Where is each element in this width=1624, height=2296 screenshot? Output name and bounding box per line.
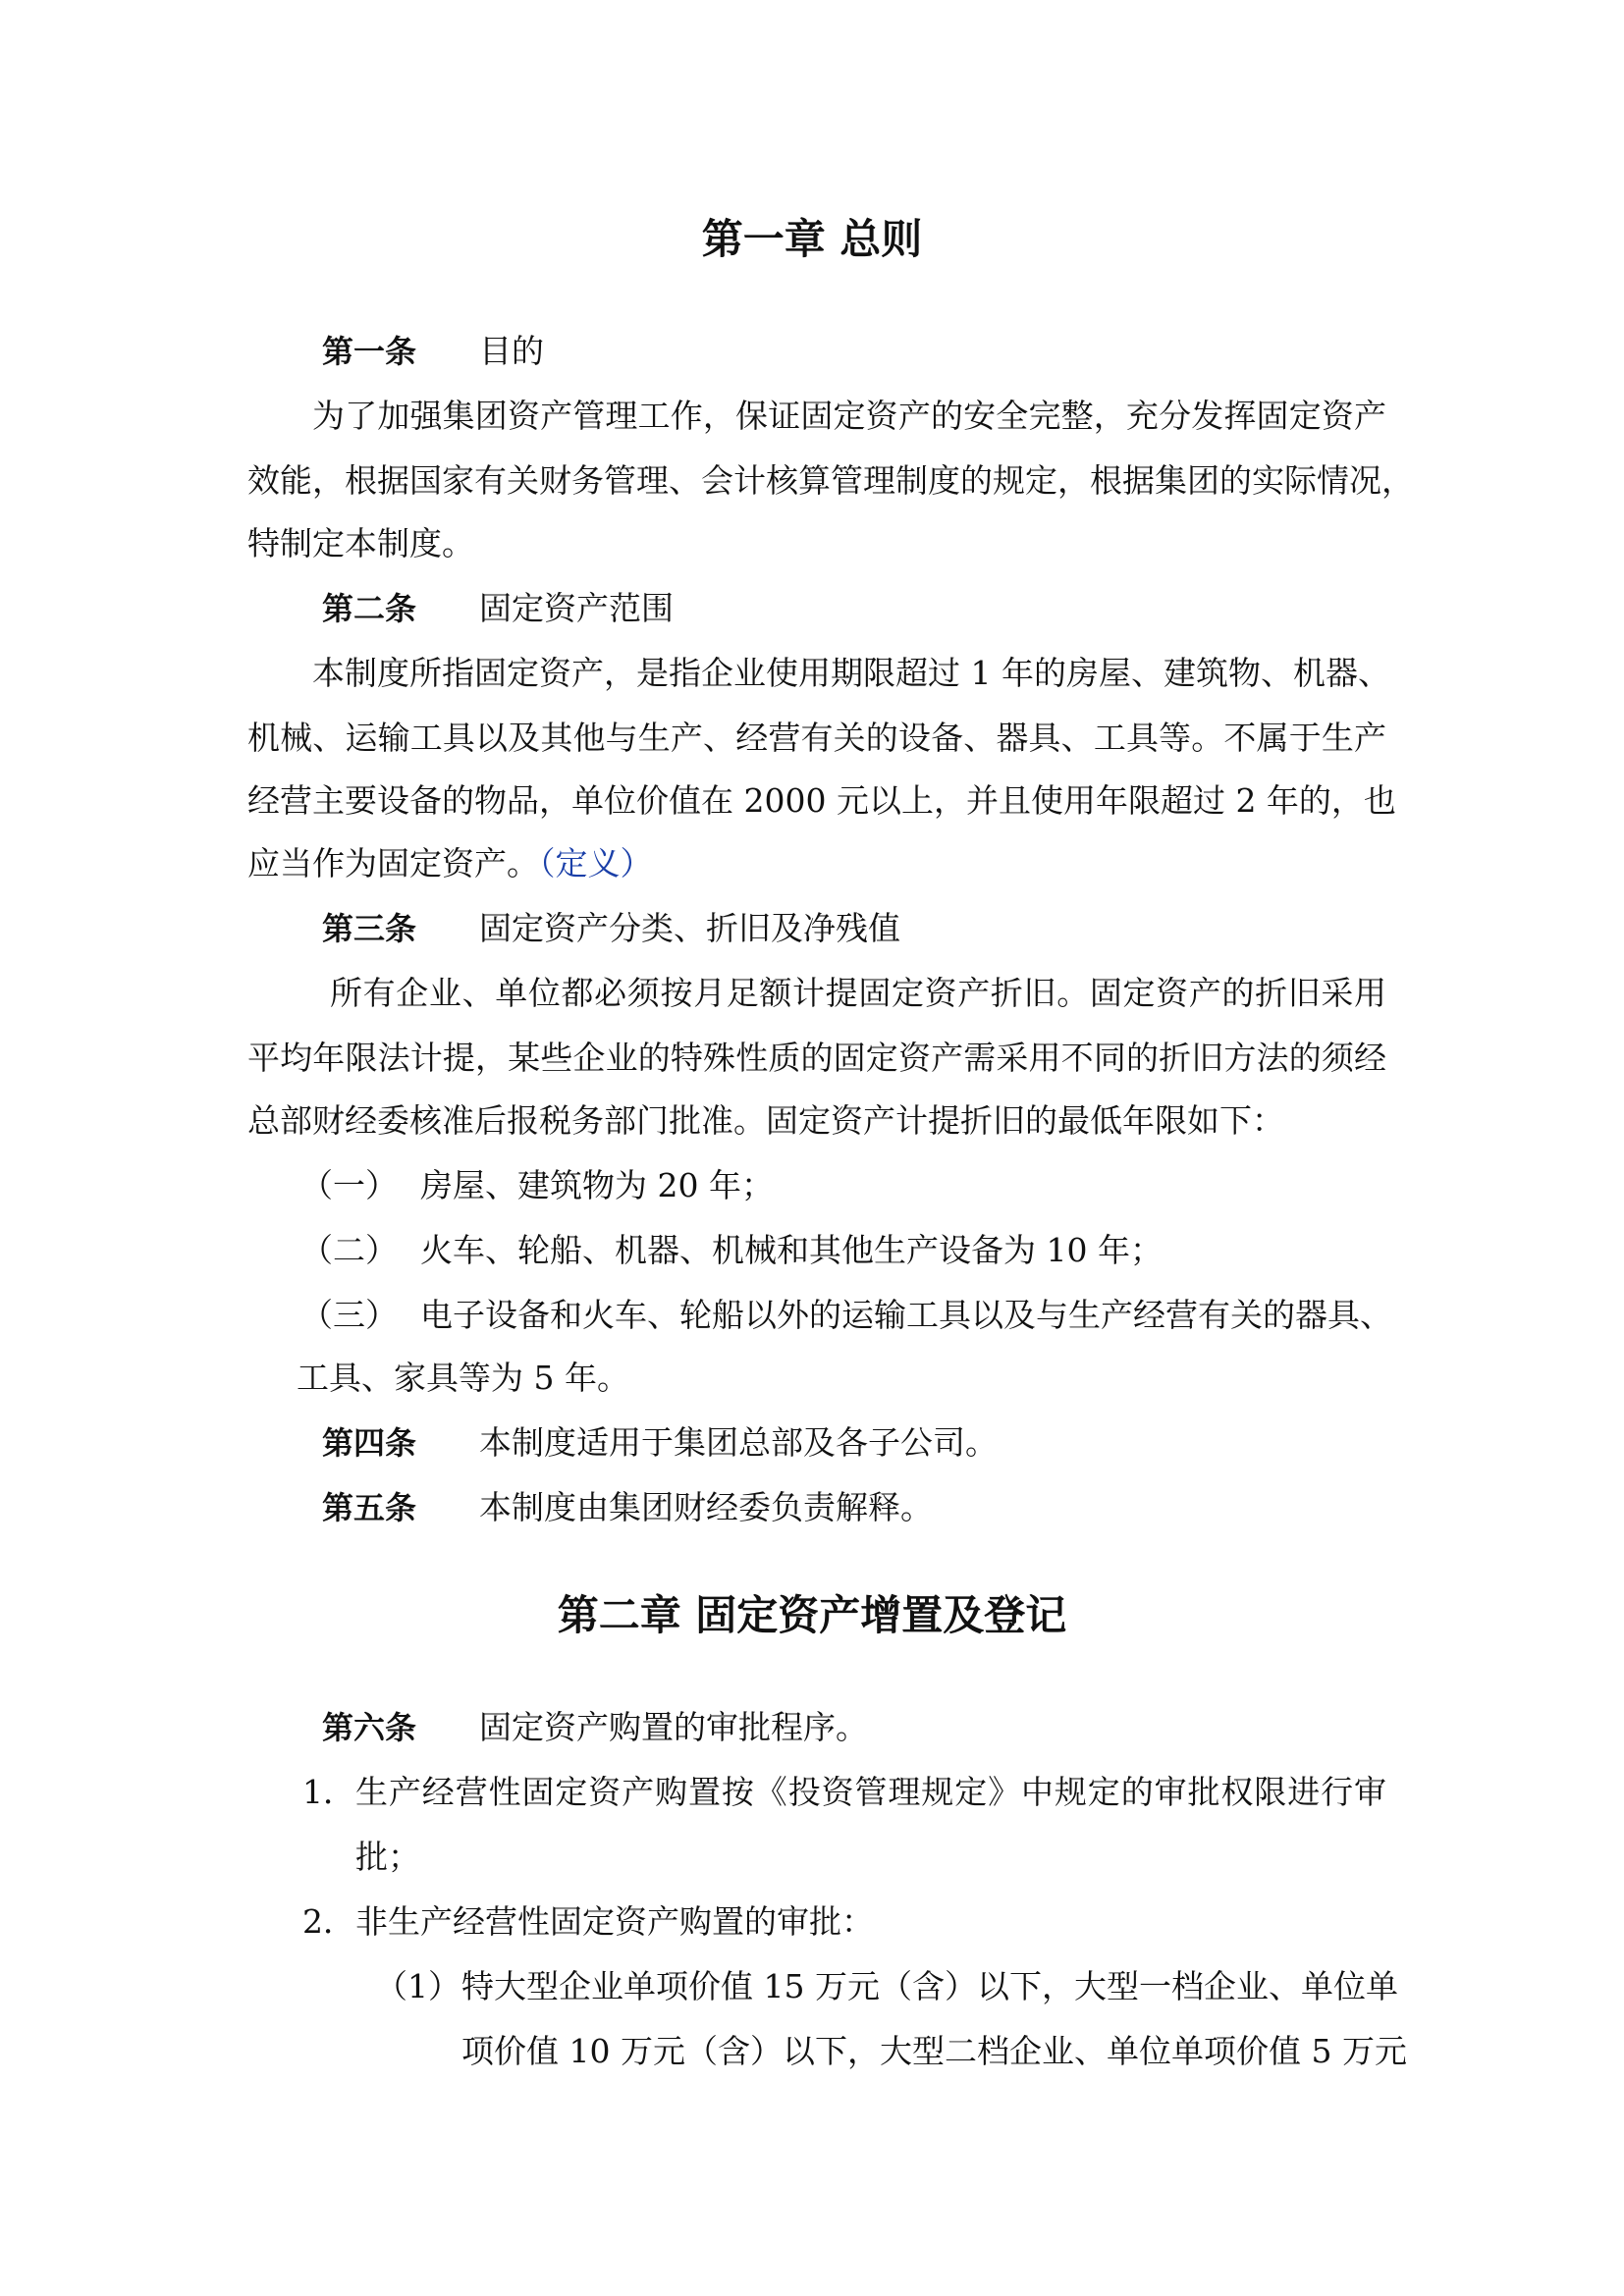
sub-list-marker: （1） xyxy=(375,1967,460,2005)
article-6-title: 固定资产购置的审批程序。 xyxy=(479,1708,868,1746)
list-item-text: 房屋、建筑物为 20 年； xyxy=(420,1166,774,1204)
article-5-text: 本制度由集团财经委负责解释。 xyxy=(479,1488,933,1526)
article-2-text-line xyxy=(247,840,653,887)
list-item-continuation: 工具、家具等为 5 年。 xyxy=(297,1359,629,1397)
chapter-2-title: 第二章 固定资产增置及登记 xyxy=(557,1591,1067,1639)
sub-list-item-text: 项价值 10 万元（含）以下，大型二档企业、单位单项价值 5 万元 xyxy=(461,2032,1407,2070)
list-marker: （二） xyxy=(300,1231,398,1269)
article-2-label: 第二条 xyxy=(322,590,417,627)
list-marker: 1． xyxy=(302,1773,355,1811)
article-2-text-last: 应当作为固定资产。 xyxy=(247,844,539,882)
list-item-continuation: 批； xyxy=(355,1838,420,1876)
article-3-title: 固定资产分类、折旧及净残值 xyxy=(479,909,900,947)
article-1-text-line: 效能，根据国家有关财务管理、会计核算管理制度的规定，根据集团的实际情况， xyxy=(247,461,1414,500)
list-item-text: 非生产经营性固定资产购置的审批： xyxy=(355,1902,874,1941)
definition-link[interactable]: （定义） xyxy=(539,844,653,882)
list-item-text: 生产经营性固定资产购置按《投资管理规定》中规定的审批权限进行审 xyxy=(355,1773,1386,1811)
article-2-text-line: 经营主要设备的物品，单位价值在 2000 元以上，并且使用年限超过 2 年的，也 xyxy=(247,781,1396,820)
article-5-label: 第五条 xyxy=(322,1489,417,1526)
list-marker: 2． xyxy=(302,1902,355,1941)
article-1-text-line: 为了加强集团资产管理工作，保证固定资产的安全完整，充分发挥固定资产 xyxy=(312,397,1386,435)
chapter-1-title: 第一章 总则 xyxy=(701,215,923,263)
list-marker: （一） xyxy=(300,1166,398,1204)
list-item-text: 电子设备和火车、轮船以外的运输工具以及与生产经营有关的器具、 xyxy=(420,1296,1392,1334)
list-item-text: 火车、轮船、机器、机械和其他生产设备为 10 年； xyxy=(420,1231,1163,1269)
article-1-text-line: 特制定本制度。 xyxy=(247,524,474,562)
article-4-label: 第四条 xyxy=(322,1424,417,1462)
article-2-title: 固定资产范围 xyxy=(479,589,674,627)
article-3-label: 第三条 xyxy=(322,910,417,947)
article-2-text-line: 本制度所指固定资产，是指企业使用期限超过 1 年的房屋、建筑物、机器、 xyxy=(312,654,1390,692)
article-1-label: 第一条 xyxy=(322,333,417,370)
list-marker: （三） xyxy=(300,1296,398,1334)
article-6-label: 第六条 xyxy=(322,1709,417,1746)
article-3-text-line: 所有企业、单位都必须按月足额计提固定资产折旧。固定资产的折旧采用 xyxy=(330,974,1386,1012)
sub-list-item-text: 特大型企业单项价值 15 万元（含）以下，大型一档企业、单位单 xyxy=(461,1967,1398,2005)
article-1-title: 目的 xyxy=(479,332,544,370)
article-2-text-line: 机械、运输工具以及其他与生产、经营有关的设备、器具、工具等。不属于生产 xyxy=(247,719,1386,757)
article-3-text-line: 总部财经委核准后报税务部门批准。固定资产计提折旧的最低年限如下： xyxy=(247,1101,1284,1140)
article-4-text: 本制度适用于集团总部及各子公司。 xyxy=(479,1423,998,1462)
article-3-text-line: 平均年限法计提，某些企业的特殊性质的固定资产需采用不同的折旧方法的须经 xyxy=(247,1039,1386,1077)
